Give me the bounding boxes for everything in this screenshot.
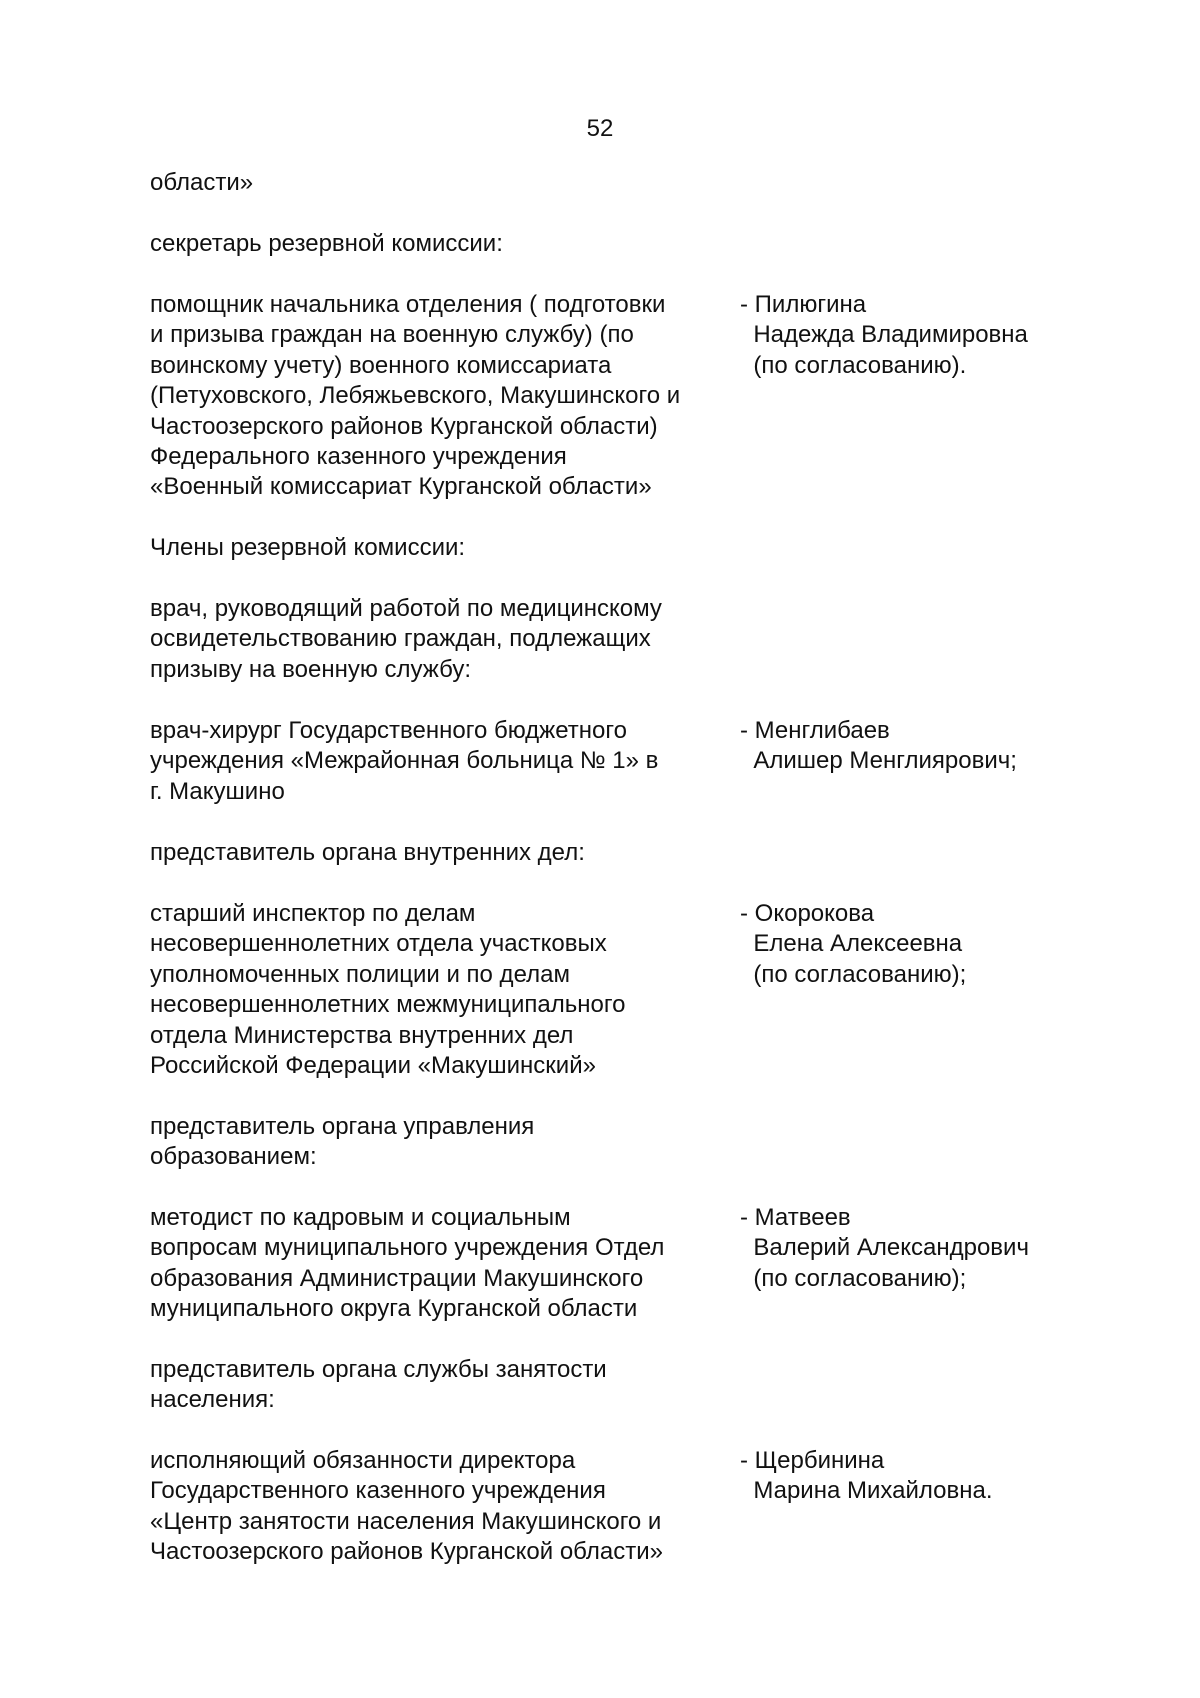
position-secretary: помощник начальника отделения ( подготовки и призыва граждан на военную службу) (по воинскому учету) военного комиссариата (Петуховского, Лебяжьевского, Макушинского и Частоозерского районов Курганской области) Федерального казенного учреждения «Военный комиссариат Курганской области» — [150, 291, 681, 501]
position-employment: исполняющий обязанности директора Государственного казенного учреждения «Центр занятости населения Макушинского и Частоозерского районов Курганской области» — [150, 1447, 663, 1566]
intro-tail: области» — [150, 169, 254, 196]
person-police: - Окорокова Елена Алексеевна (по согласованию); — [740, 900, 967, 988]
person-employment: - Щербинина Марина Михайловна. — [740, 1447, 993, 1505]
section-heading-doctor: врач, руководящий работой по медицинскому освидетельствованию граждан, подлежащих призыву на военную службу: — [150, 595, 662, 683]
section-heading-members: Члены резервной комиссии: — [150, 534, 466, 561]
person-doctor: - Менглибаев Алишер Менглиярович; — [740, 717, 1017, 775]
person-secretary: - Пилюгина Надежда Владимировна (по согласованию). — [740, 291, 1028, 379]
position-doctor: врач-хирург Государственного бюджетного учреждения «Межрайонная больница № 1» в г. Макушино — [150, 717, 659, 805]
person-education: - Матвеев Валерий Александрович (по согласованию); — [740, 1204, 1029, 1292]
position-education: методист по кадровым и социальным вопросам муниципального учреждения Отдел образования Администрации Макушинского муниципального округа Курганской области — [150, 1204, 665, 1323]
section-heading-secretary: секретарь резервной комиссии: — [150, 230, 503, 257]
section-heading-education: представитель органа управления образованием: — [150, 1113, 535, 1171]
section-heading-police: представитель органа внутренних дел: — [150, 839, 585, 866]
section-heading-employment: представитель органа службы занятости населения: — [150, 1356, 607, 1414]
page-number: 52 — [586, 115, 614, 142]
position-police: старший инспектор по делам несовершеннолетних отдела участковых уполномоченных полиции и по делам несовершеннолетних межмуниципального отдела Министерства внутренних дел Российской Федерации «Макушинский» — [150, 900, 626, 1080]
